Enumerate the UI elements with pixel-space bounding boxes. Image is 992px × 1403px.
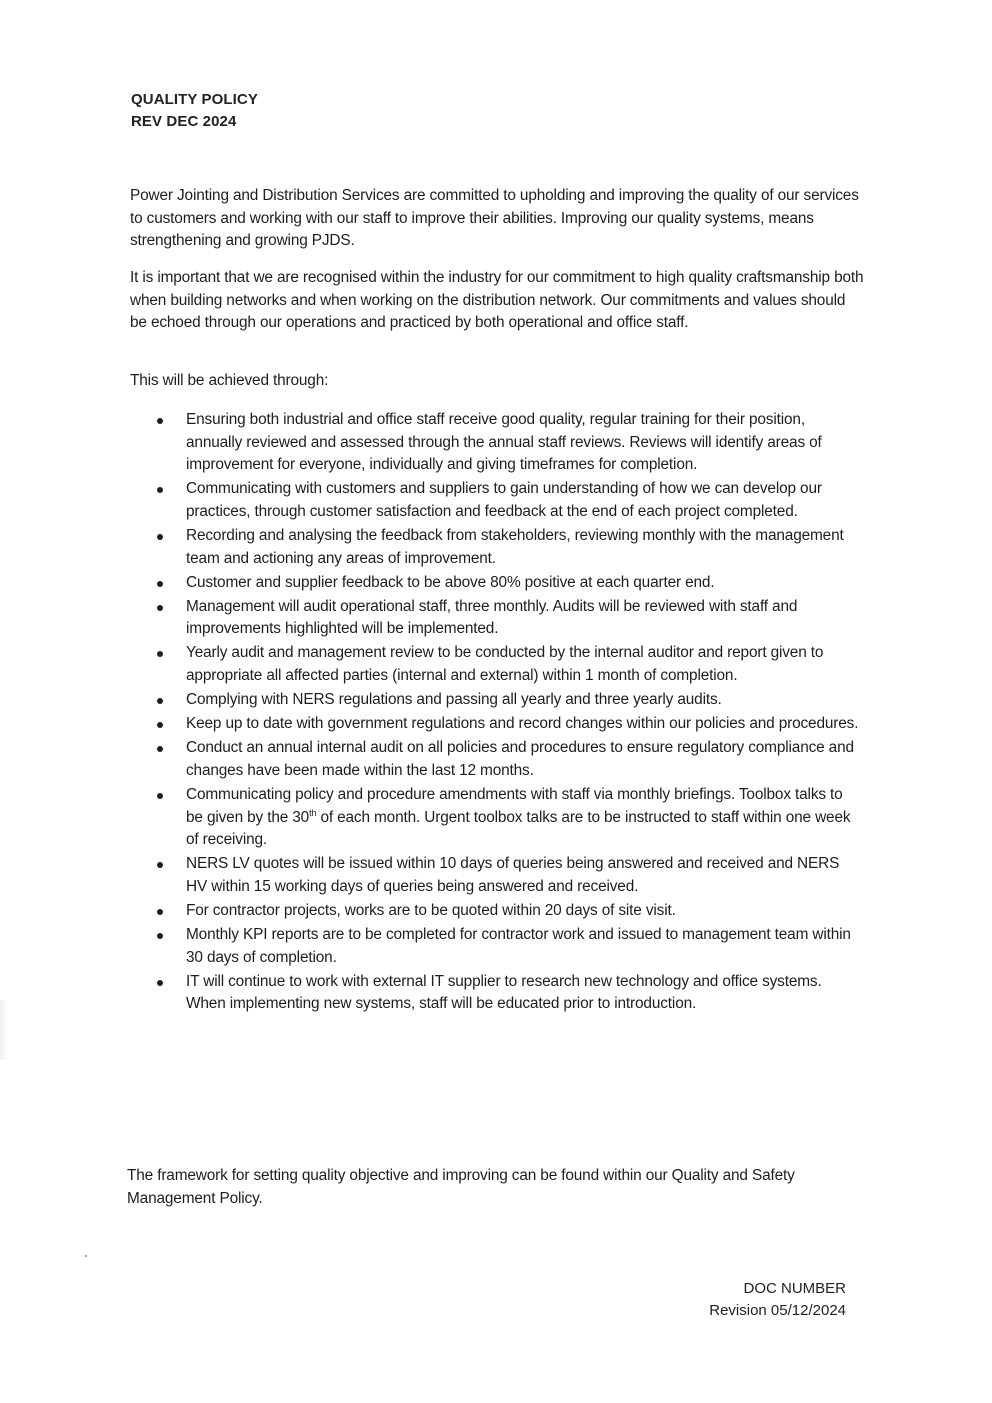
list-item (130, 642, 860, 687)
list-item-text-after-sup: of each month. Urgent toolbox talks are to be instructed to staff within one week of receiving. (186, 808, 851, 849)
list-item (130, 525, 860, 570)
list-item-text: NERS LV quotes will be issued within 10 days of queries being answered and received and NERS HV within 15 working days of queries being answered and received. (186, 855, 840, 895)
intro-paragraph-2: It is important that we are recognised within the industry for our commitment to high quality craftsmanship both when building networks and when working on the distribution network. Our commitments and values should be echoed through our operations and practiced by both operational and office staff. (130, 269, 864, 332)
bullet-icon (157, 534, 163, 540)
list-item-text: Complying with NERS regulations and passing all yearly and three yearly audits. (186, 691, 722, 709)
bullet-icon (157, 651, 163, 657)
closing-paragraph: The framework for setting quality objective and improving can be found within our Quality and Safety Management Policy. (127, 1167, 795, 1207)
list-item (130, 409, 860, 477)
document-heading (131, 89, 258, 133)
list-item (130, 784, 860, 852)
scan-speck (85, 1255, 87, 1257)
list-item-text: Communicating with customers and suppliers to gain understanding of how we can develop our practices, through customer satisfaction and feedback at the end of each project completed. (186, 480, 822, 520)
list-item (130, 924, 860, 969)
list-item (130, 971, 860, 1016)
list-item (130, 689, 860, 712)
list-item (130, 713, 860, 736)
list-item-text: Ensuring both industrial and office staff receive good quality, regular training for their position, annually reviewed and assessed through the annual staff reviews. Reviews will identify areas of improvement for everyone, individually and giving timeframes for completion. (186, 411, 822, 474)
bullet-icon (157, 909, 163, 915)
list-item (130, 478, 860, 523)
bullet-icon (157, 980, 163, 986)
bullet-icon (157, 722, 163, 728)
list-item (130, 737, 860, 782)
bullet-icon (157, 746, 163, 752)
list-item (130, 853, 860, 898)
list-item-text: For contractor projects, works are to be quoted within 20 days of site visit. (186, 901, 676, 919)
list-item (130, 900, 860, 923)
list-item-text: IT will continue to work with external IT supplier to research new technology and office systems. When implementing new systems, staff will be educated prior to introduction. (186, 972, 822, 1013)
list-item-text-before-sup: Communicating policy and procedure amendments with staff via monthly briefings. Toolbox talks to be given by the 30 (186, 786, 843, 826)
footer-revision-date: Revision 05/12/2024 (709, 1302, 846, 1319)
objectives-lead-in: This will be achieved through: (130, 372, 329, 389)
list-item-text: Yearly audit and management review to be conducted by the internal auditor and report given to appropriate all affected parties (internal and external) within 1 month of completion. (186, 644, 824, 685)
list-item-text: Recording and analysing the feedback from stakeholders, reviewing monthly with the management team and actioning any areas of improvement. (186, 526, 844, 567)
bullet-icon (157, 862, 163, 868)
list-item (130, 572, 860, 595)
intro-paragraph-1: Power Jointing and Distribution Services are committed to upholding and improving the quality of our services to customers and working with our staff to improve their abilities. Improving our quality systems, means strengthening and growing PJDS. (130, 187, 859, 250)
scan-artifact (0, 1000, 8, 1060)
bullet-icon (157, 418, 163, 424)
list-item (130, 596, 860, 641)
bullet-icon (157, 793, 163, 799)
document-title: QUALITY POLICY (131, 91, 258, 108)
doc-number-label: DOC NUMBER (743, 1280, 846, 1297)
objectives-list (130, 409, 860, 1017)
list-item-text: Customer and supplier feedback to be above 80% positive at each quarter end. (186, 573, 715, 591)
list-item-text: Keep up to date with government regulations and record changes within our policies and procedures. (186, 715, 859, 733)
list-item-text: Monthly KPI reports are to be completed for contractor work and issued to management team within 30 days of completion. (186, 926, 851, 966)
ordinal-suffix: th (309, 807, 317, 818)
document-revision-label: REV DEC 2024 (131, 113, 237, 130)
list-item-text: Management will audit operational staff, three monthly. Audits will be reviewed with staff and improvements highlighted will be implemented. (186, 597, 798, 638)
bullet-icon (157, 605, 163, 611)
bullet-icon (157, 581, 163, 587)
bullet-icon (157, 487, 163, 493)
list-item-text: Conduct an annual internal audit on all policies and procedures to ensure regulatory compliance and changes have been made within the last 12 months. (186, 739, 854, 779)
document-footer (709, 1278, 846, 1322)
bullet-icon (157, 698, 163, 704)
bullet-icon (157, 933, 163, 939)
